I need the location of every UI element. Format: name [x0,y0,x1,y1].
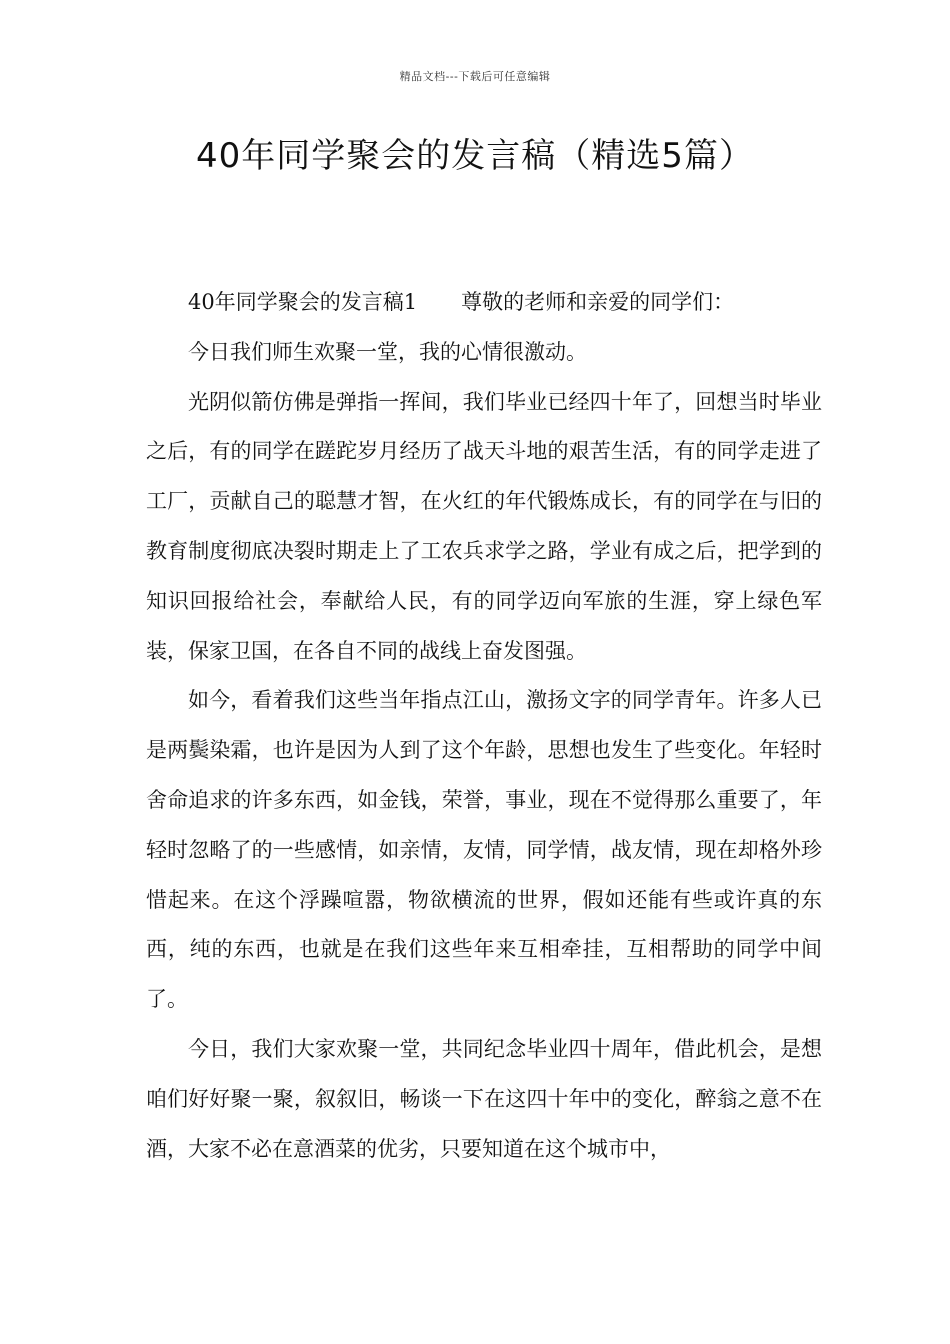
paragraph-reflection: 如今，看着我们这些当年指点江山，激扬文字的同学青年。许多人已是两鬓染霜，也许是因为人到了这个年龄，思想也发生了些变化。年轻时舍命追求的许多东西，如金钱，荣誉，事业，现在不觉得那么重要了，年轻时忽略了的一些感情，如亲情，友情，同学情，战友情，现在却格外珍惜起来。在这个浮躁喧嚣，物欲横流的世界，假如还能有些或许真的东西，纯的东西，也就是在我们这些年来互相牵挂，互相帮助的同学中间了。 [146,688,822,1012]
header-note: 精品文档---下载后可任意编辑 [399,70,551,83]
paragraph-greeting: 今日我们师生欢聚一堂，我的心情很激动。 [188,339,587,364]
salutation: 尊敬的老师和亲爱的同学们： [461,290,735,314]
document-body [146,278,822,1174]
paragraph-reunion: 今日，我们大家欢聚一堂，共同纪念毕业四十周年，借此机会，是想咱们好好聚一聚，叙叙旧，畅谈一下在这四十年中的变化，醉翁之意不在酒，大家不必在意酒菜的优劣，只要知道在这个城市中， [146,1036,822,1161]
first-paragraph [146,278,822,328]
document-title: 40年同学聚会的发言稿（精选5篇） [196,136,754,176]
paragraph-memories: 光阴似箭仿佛是弹指一挥间，我们毕业已经四十年了，回想当时毕业之后，有的同学在蹉跎岁月经历了战天斗地的艰苦生活，有的同学走进了工厂，贡献自己的聪慧才智，在火红的年代锻炼成长，有的同学在与旧的教育制度彻底决裂时期走上了工农兵求学之路，学业有成之后，把学到的知识回报给社会，奉献给人民，有的同学迈向军旅的生涯，穿上绿色军装，保家卫国，在各自不同的战线上奋发图强。 [146,389,822,663]
section-heading: 40年同学聚会的发言稿1 [188,290,418,314]
